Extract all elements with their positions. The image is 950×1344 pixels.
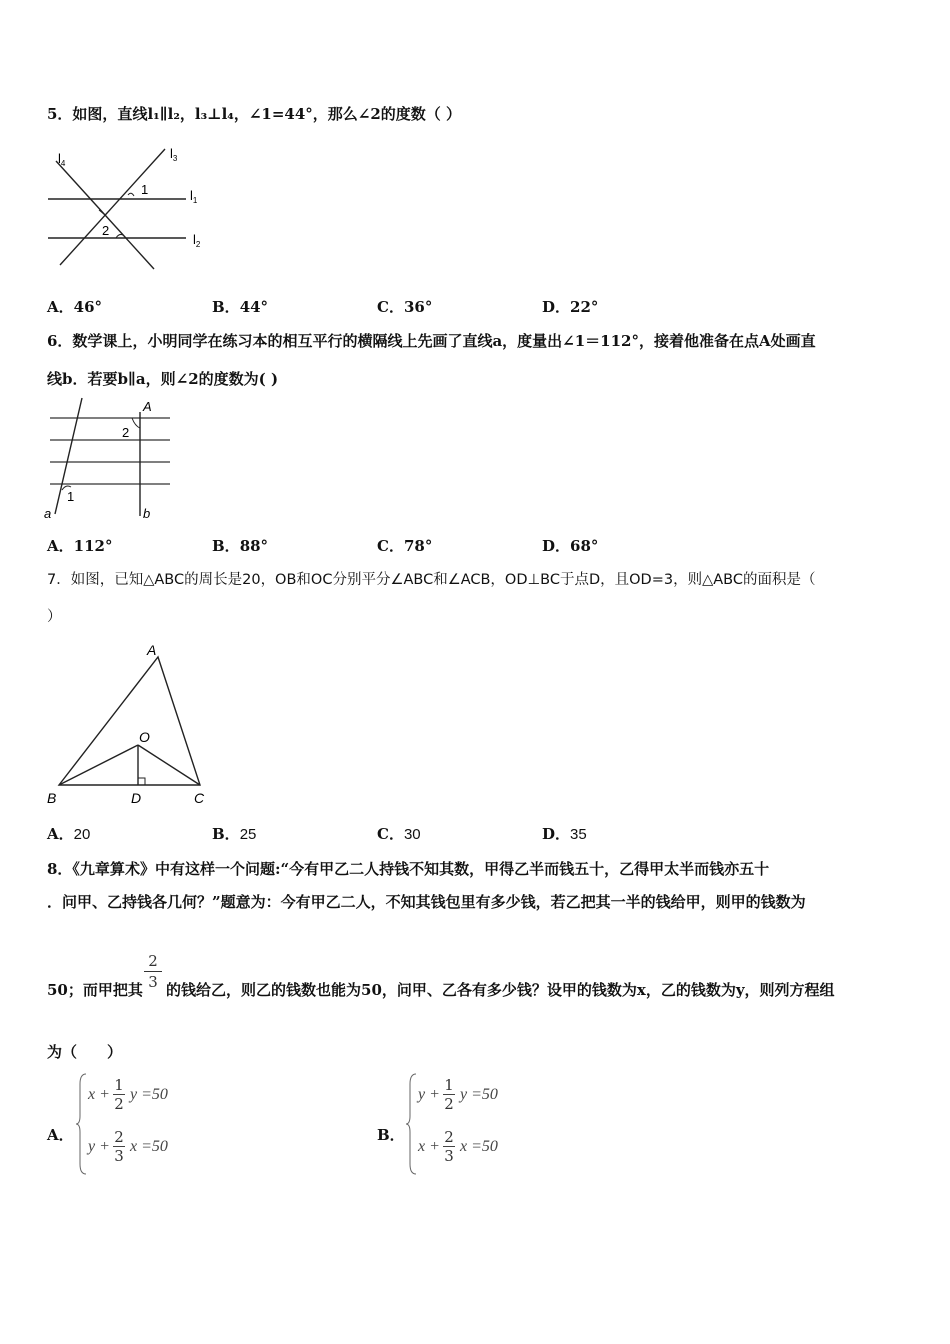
q7-option-b[interactable]: B．25 bbox=[212, 825, 257, 843]
q7-option-c[interactable]: C．30 bbox=[377, 825, 421, 843]
q5-option-b[interactable]: B．44° bbox=[212, 298, 269, 316]
q8-option-a-eq2-right: x =50 bbox=[130, 1138, 168, 1155]
q8-option-b-eq2-left: x + bbox=[418, 1138, 440, 1155]
q7-figure bbox=[44, 640, 214, 810]
q8-option-a-eq1-right: y =50 bbox=[130, 1086, 168, 1103]
label-angle-2: 2 bbox=[122, 425, 130, 440]
angle-1-arc bbox=[128, 193, 134, 196]
label-A: A bbox=[147, 642, 157, 658]
label-l4: $l_4$ bbox=[58, 151, 66, 168]
label-B: B bbox=[47, 790, 57, 806]
q8-option-b-label[interactable]: B． bbox=[377, 1126, 405, 1144]
q8-stem-line1: 8．《九章算术》中有这样一个问题:“今有甲乙二人持钱不知其数，甲得乙半而钱五十，乙得甲太半而钱亦五十 bbox=[47, 860, 770, 878]
line-l3 bbox=[60, 149, 165, 265]
q8-option-b-brace bbox=[406, 1072, 418, 1176]
q8-option-b-eq1-right: y =50 bbox=[460, 1086, 498, 1103]
q6-figure bbox=[42, 396, 187, 524]
label-A: A bbox=[143, 399, 152, 414]
q5-option-d[interactable]: D．22° bbox=[542, 298, 599, 316]
q7-stem-line2: ） bbox=[47, 609, 62, 625]
triangle-abc bbox=[59, 657, 200, 785]
q8-option-b-eq1-fraction: 1 2 bbox=[444, 1076, 454, 1113]
q7-stem-line1: 7．如图，已知△ABC的周长是20，OB和OC分别平分∠ABC和∠ACB，OD⊥BC于点D，且OD=3，则△ABC的面积是（ bbox=[47, 572, 816, 588]
q8-stem-line3b: 的钱给乙，则乙的钱数也能为50，问甲、乙各有多少钱？设甲的钱数为x，乙的钱数为y，则列方程组 bbox=[166, 981, 835, 999]
q8-option-b-eq2-right: x =50 bbox=[460, 1138, 498, 1155]
right-angle-mark bbox=[138, 778, 145, 785]
label-angle-1: 1 bbox=[67, 489, 75, 504]
segment-ob bbox=[59, 745, 138, 785]
q8-option-b-eq1-left: y + bbox=[418, 1086, 440, 1103]
label-l2: $l_2$ bbox=[193, 232, 201, 249]
q7-option-a[interactable]: A．20 bbox=[47, 825, 91, 843]
q5-stem: 5．如图，直线l₁∥l₂，l₃⊥l₄，∠1=44°，那么∠2的度数（ ） bbox=[47, 105, 462, 123]
q8-option-a-eq1-fraction: 1 2 bbox=[114, 1076, 124, 1113]
label-b: b bbox=[143, 506, 151, 521]
q6-option-a[interactable]: A．112° bbox=[47, 537, 113, 555]
label-O: O bbox=[139, 729, 150, 745]
q8-stem-line4: 为（ ） bbox=[47, 1043, 123, 1061]
q8-stem-line2: ．问甲、乙持钱各几何？”题意为：今有甲乙二人，不知其钱包里有多少钱，若乙把其一半的钱给甲，则甲的钱数为 bbox=[47, 893, 806, 911]
q6-stem-line1: 6．数学课上，小明同学在练习本的相互平行的横隔线上先画了直线a，度量出∠1＝112°，接着他准备在点A处画直 bbox=[47, 332, 816, 350]
q5-figure bbox=[44, 143, 214, 273]
q6-option-b[interactable]: B．88° bbox=[212, 537, 269, 555]
label-l1: $l_1$ bbox=[190, 188, 198, 205]
angle-2-arc bbox=[132, 418, 140, 428]
q8-fraction-two-thirds: 2 3 bbox=[144, 952, 162, 991]
label-angle-1: 1 bbox=[141, 182, 149, 197]
label-C: C bbox=[194, 790, 205, 806]
q8-option-a-eq1-left: x + bbox=[88, 1086, 110, 1103]
q8-stem-line3a: 50；而甲把其 bbox=[47, 981, 143, 999]
q6-option-c[interactable]: C．78° bbox=[377, 537, 433, 555]
q5-option-c[interactable]: C．36° bbox=[377, 298, 433, 316]
label-D: D bbox=[131, 790, 142, 806]
q8-option-a-eq2-fraction: 2 3 bbox=[114, 1128, 124, 1165]
q7-option-d[interactable]: D．35 bbox=[542, 825, 587, 843]
q8-option-a-eq2-left: y + bbox=[88, 1138, 110, 1155]
q8-option-b-eq2-fraction: 2 3 bbox=[444, 1128, 454, 1165]
q6-option-d[interactable]: D．68° bbox=[542, 537, 599, 555]
label-angle-2: 2 bbox=[102, 223, 110, 238]
segment-oc bbox=[138, 745, 200, 785]
q6-stem-line2: 线b．若要b∥a，则∠2的度数为( ) bbox=[47, 370, 279, 388]
q5-option-a[interactable]: A．46° bbox=[47, 298, 103, 316]
q8-option-a-brace bbox=[76, 1072, 88, 1176]
label-a: a bbox=[44, 506, 52, 521]
q8-option-a-label[interactable]: A． bbox=[47, 1126, 74, 1144]
label-l3: $l_3$ bbox=[170, 146, 178, 163]
